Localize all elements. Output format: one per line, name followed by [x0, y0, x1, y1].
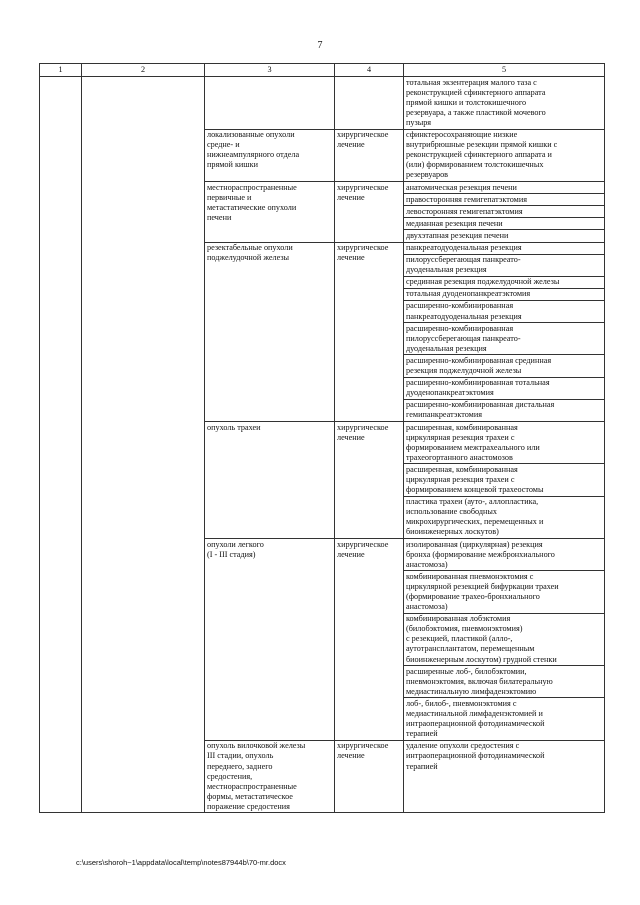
method-cell: медианная резекция печени: [404, 218, 605, 230]
diagnosis-cell: опухоль вилочковой железы III стадии, опухоль переднего, заднего средостения, местнораспространенные формы, метастатическое поражение средостения: [205, 740, 335, 813]
treatment-type-cell: хирургическое лечение: [335, 129, 404, 181]
procedures-table: [39, 63, 605, 813]
row-number-cell: [40, 77, 82, 813]
header-cell: 4: [335, 64, 404, 77]
method-cell: панкреатодуоденальная резекция: [404, 242, 605, 254]
method-cell: срединная резекция поджелудочной железы: [404, 276, 605, 288]
method-cell: удаление опухоли средостения с интраоперационной фотодинамической терапией: [404, 740, 605, 813]
method-cell: лоб-, билоб-, пневмонэктомия с медиастинальной лимфаденэктомией и интраоперационной фотодинамической терапией: [404, 698, 605, 740]
treatment-type-cell: хирургическое лечение: [335, 422, 404, 539]
file-path-footer: c:\users\shoroh~1\appdata\local\temp\notes87944b\70-mr.docx: [76, 858, 286, 867]
diagnosis-cell: резектабельные опухоли поджелудочной железы: [205, 242, 335, 422]
method-cell: сфинктеросохраняющие низкие внутрибрюшные резекции прямой кишки с реконструкцией сфинктерного аппарата и (или) формированием толстокишечных резервуаров: [404, 129, 605, 181]
page-number: 7: [317, 40, 323, 51]
method-cell: комбинированная лобэктомия (билобэктомия, пневмонэктомия) с резекцией, пластикой (алло-, аутотрансплантатом, перемещенным биоинженерным лоскутом) грудной стенки: [404, 613, 605, 665]
diagnosis-cell: локализованные опухоли средне- и нижнеампулярного отдела прямой кишки: [205, 129, 335, 181]
table-header-row: [40, 64, 605, 77]
method-cell: расширенно-комбинированная панкреатодуоденальная резекция: [404, 300, 605, 322]
treatment-type-cell: хирургическое лечение: [335, 740, 404, 813]
header-cell: 3: [205, 64, 335, 77]
diagnosis-cell: местнораспространенные первичные и метастатические опухоли печени: [205, 182, 335, 242]
treatment-type-cell: хирургическое лечение: [335, 242, 404, 422]
method-cell: двухэтапная резекция печени: [404, 230, 605, 242]
treatment-type-cell: [335, 77, 404, 129]
treatment-type-cell: хирургическое лечение: [335, 539, 404, 741]
header-cell: 5: [404, 64, 605, 77]
method-cell: левосторонняя гемигепатэктомия: [404, 206, 605, 218]
method-cell: изолированная (циркулярная) резекция бронха (формирование межбронхиального анастомоза): [404, 539, 605, 571]
group-name-cell: [82, 77, 205, 813]
method-cell: комбинированная пневмонэктомия с циркулярной резекцией бифуркации трахеи (формирование трахео-бронхиального анастомоза): [404, 571, 605, 613]
table-row: [40, 77, 605, 129]
header-cell: 2: [82, 64, 205, 77]
method-cell: расширенно-комбинированная тотальная дуоденопанкреатэктомия: [404, 377, 605, 399]
method-cell: расширенно-комбинированная срединная резекция поджелудочной железы: [404, 355, 605, 377]
table-body: [40, 64, 605, 813]
diagnosis-cell: [205, 77, 335, 129]
diagnosis-cell: опухоль трахеи: [205, 422, 335, 539]
treatment-type-cell: хирургическое лечение: [335, 182, 404, 242]
diagnosis-cell: опухоли легкого (I - III стадия): [205, 539, 335, 741]
method-cell: пилоруссберегающая панкреато- дуоденальная резекция: [404, 254, 605, 276]
method-cell: расширенно-комбинированная дистальная гемипанкреатэктомия: [404, 399, 605, 421]
method-cell: расширенная, комбинированная циркулярная резекция трахеи с формированием межтрахеального или трахеогортанного анастомозов: [404, 422, 605, 464]
method-cell: тотальная экзентерация малого таза с реконструкцией сфинктерного аппарата прямой кишки и толстокишечного резервуара, а также пластикой мочевого пузыря: [404, 77, 605, 129]
method-cell: правосторонняя гемигепатэктомия: [404, 194, 605, 206]
method-cell: пластика трахеи (ауто-, аллопластика, использование свободных микрохирургических, перемещенных и биоинженерных лоскутов): [404, 496, 605, 538]
method-cell: расширенные лоб-, билобэктомии, пневмонэктомия, включая билатеральную медиастинальную лимфаденэктомию: [404, 666, 605, 698]
header-cell: 1: [40, 64, 82, 77]
method-cell: расширенная, комбинированная циркулярная резекция трахеи с формированием концевой трахеостомы: [404, 464, 605, 496]
method-cell: анатомическая резекция печени: [404, 182, 605, 194]
method-cell: тотальная дуоденопанкреатэктомия: [404, 288, 605, 300]
method-cell: расширенно-комбинированная пилоруссберегающая панкреато- дуоденальная резекция: [404, 323, 605, 355]
